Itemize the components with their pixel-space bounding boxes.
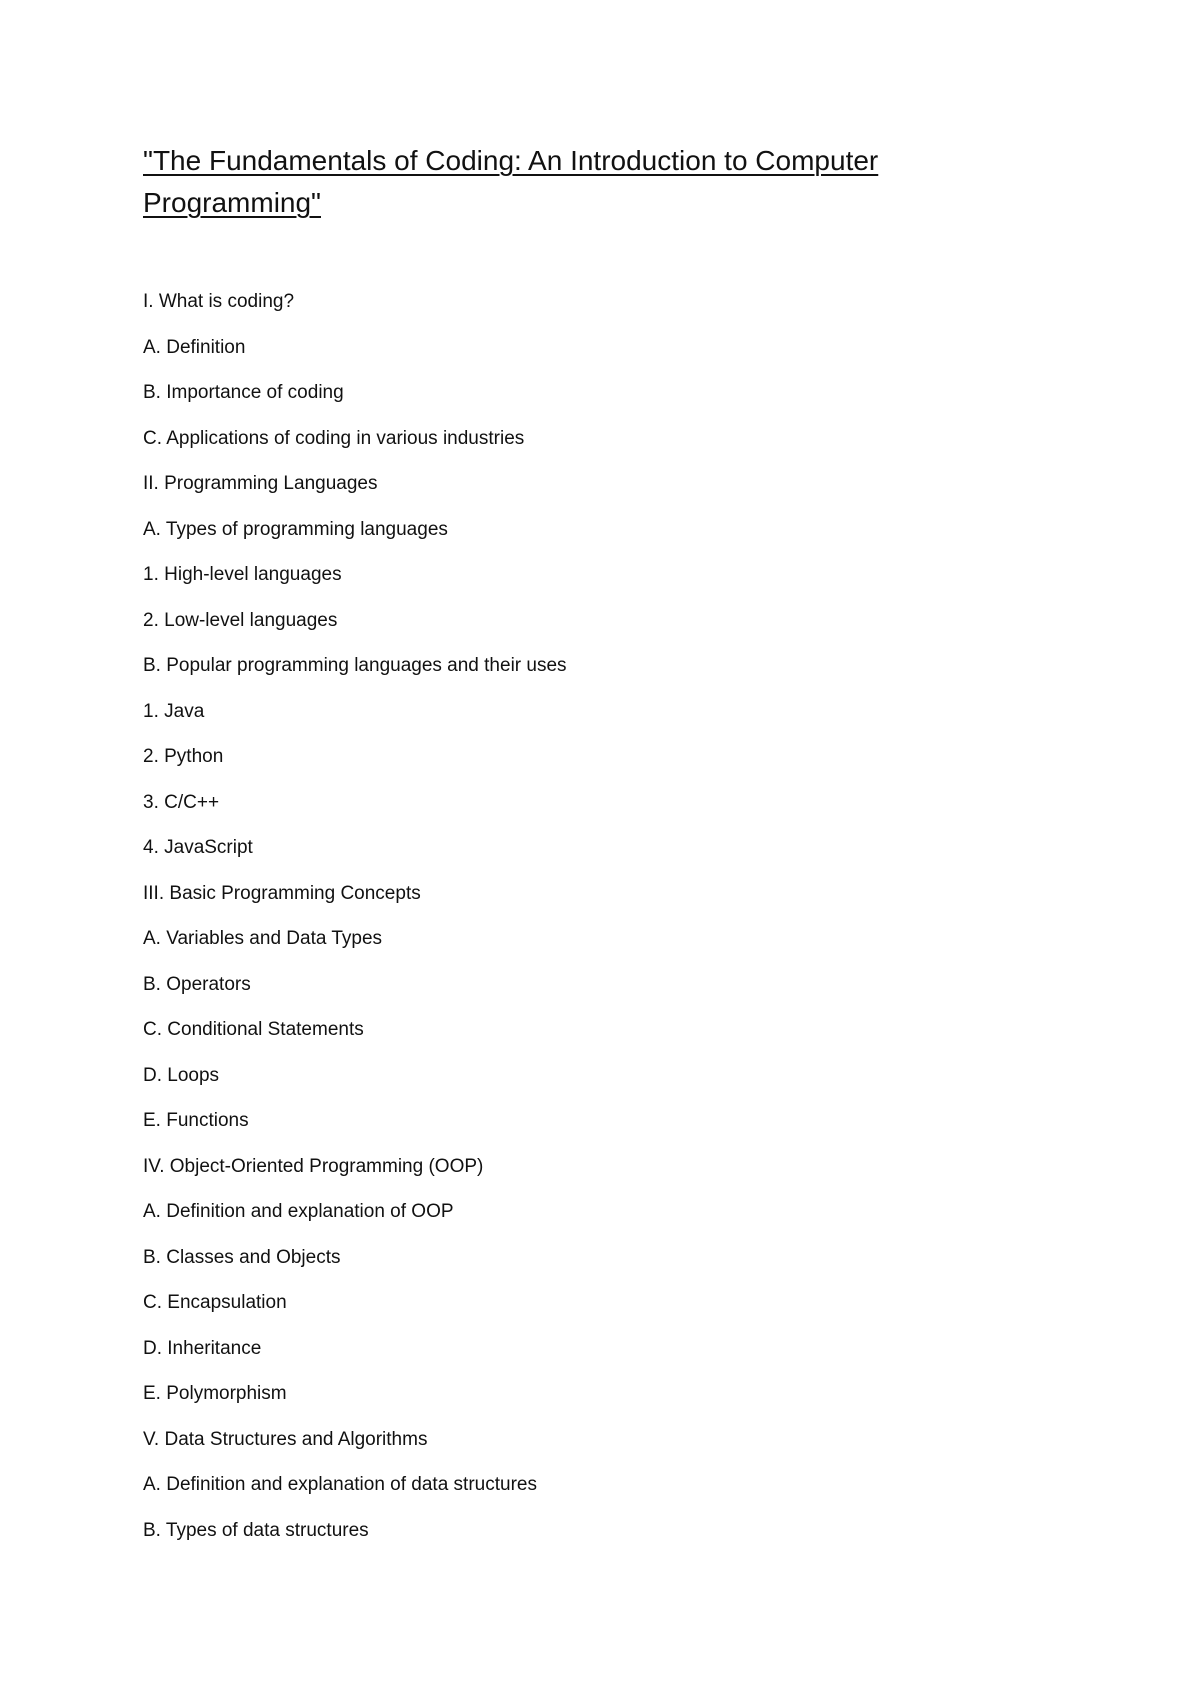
outline-item: I. What is coding? xyxy=(143,291,295,312)
outline-item: C. Applications of coding in various industries xyxy=(143,427,525,449)
outline-item: C. Encapsulation xyxy=(143,1292,287,1313)
outline-item: C. Conditional Statements xyxy=(143,1019,364,1040)
outline-item: B. Operators xyxy=(143,973,251,995)
outline-item: IV. Object-Oriented Programming (OOP) xyxy=(143,1155,484,1177)
outline-item: 3. C/C++ xyxy=(143,791,220,813)
outline-item: D. Loops xyxy=(143,1064,220,1086)
outline-item: 2. Python xyxy=(143,746,224,767)
document-title: "The Fundamentals of Coding: An Introduction to Computer Programming" xyxy=(143,145,879,218)
outline-item: B. Popular programming languages and their uses xyxy=(143,655,567,676)
outline-item: E. Functions xyxy=(143,1110,249,1131)
outline-item: V. Data Structures and Algorithms xyxy=(143,1428,428,1450)
outline-item: E. Polymorphism xyxy=(143,1383,287,1404)
outline-item: III. Basic Programming Concepts xyxy=(143,882,421,904)
outline-item: 2. Low-level languages xyxy=(143,609,338,631)
outline-item: 1. Java xyxy=(143,700,205,722)
outline-item: II. Programming Languages xyxy=(143,473,378,494)
outline-item: A. Definition and explanation of OOP xyxy=(143,1201,454,1222)
outline-item: B. Types of data structures xyxy=(143,1519,369,1541)
outline-item: 1. High-level languages xyxy=(143,564,342,585)
outline-item: A. Types of programming languages xyxy=(143,518,448,540)
outline-item: 4. JavaScript xyxy=(143,837,253,858)
outline-item: A. Definition and explanation of data structures xyxy=(143,1474,537,1495)
outline-item: A. Variables and Data Types xyxy=(143,928,383,949)
outline-list xyxy=(143,292,567,1566)
outline-item: A. Definition xyxy=(143,336,246,358)
outline-item: B. Importance of coding xyxy=(143,382,344,403)
outline-item: D. Inheritance xyxy=(143,1337,262,1359)
outline-item: B. Classes and Objects xyxy=(143,1246,341,1268)
